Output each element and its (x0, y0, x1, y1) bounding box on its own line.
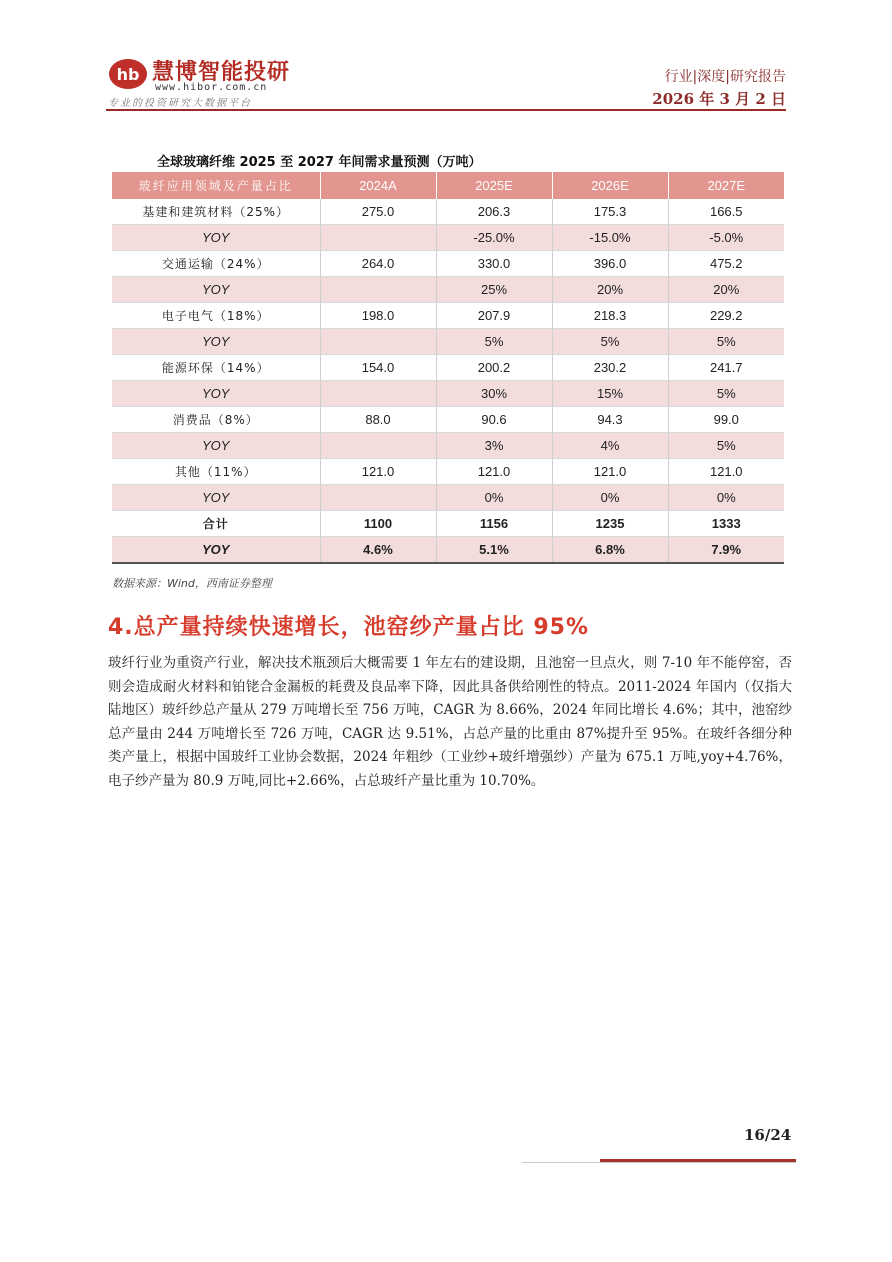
table-cell: 241.7 (668, 355, 784, 381)
table-cell: 5% (436, 329, 552, 355)
table-cell: 94.3 (552, 407, 668, 433)
row-label: 交通运输（24%） (112, 251, 320, 277)
table-cell (320, 433, 436, 459)
row-label: 基建和建筑材料（25%） (112, 199, 320, 225)
row-label: YOY (112, 537, 320, 564)
table-row (112, 225, 784, 251)
table-cell: 330.0 (436, 251, 552, 277)
table-cell: 7.9% (668, 537, 784, 564)
table-cell: 88.0 (320, 407, 436, 433)
table-cell: 3% (436, 433, 552, 459)
table-cell: 5% (668, 433, 784, 459)
table-row (112, 485, 784, 511)
column-header: 2027E (668, 172, 784, 199)
body-paragraph: 玻纤行业为重资产行业，解决技术瓶颈后大概需要 1 年左右的建设期，且池窑一旦点火，则 7-10 年不能停窑，否则会造成耐火材料和铂铑合金漏板的耗费及良品率下降，因此具备供给刚性的特点。2011-2024 年国内（仅指大陆地区）玻纤纱总产量从 279 万吨增长至 756 万吨，CAGR 为 8.66%，2024 年同比增长 4.6%；其中，池窑纱总产量由 244 万吨增长至 726 万吨，CAGR 达 9.51%，占总产量的比重由 87%提升至 95%。在玻纤各细分种类产量上，根据中国玻纤工业协会数据，2024 年粗纱（工业纱+玻纤增强纱）产量为 675.1 万吨,yoy+4.76%，电子纱产量为 80.9 万吨,同比+2.66%，占总玻纤产量比重为 10.70%。 (108, 655, 792, 789)
table-cell: 1333 (668, 511, 784, 537)
column-header: 2026E (552, 172, 668, 199)
table-row (112, 251, 784, 277)
table-row (112, 407, 784, 433)
table-cell: 5% (552, 329, 668, 355)
table-cell: 6.8% (552, 537, 668, 564)
row-label: 其他（11%） (112, 459, 320, 485)
logo-url: www.hibor.com.cn (155, 82, 268, 93)
table-cell: 20% (668, 277, 784, 303)
table-cell: 4.6% (320, 537, 436, 564)
row-label: 合计 (112, 511, 320, 537)
table-cell: 396.0 (552, 251, 668, 277)
table-cell: 0% (552, 485, 668, 511)
table-cell: 99.0 (668, 407, 784, 433)
table-cell: 1235 (552, 511, 668, 537)
table-cell: 30% (436, 381, 552, 407)
section-heading: 4.总产量持续快速增长，池窑纱产量占比 95% (108, 615, 589, 640)
table-cell (320, 225, 436, 251)
table-row (112, 199, 784, 225)
table-cell: 175.3 (552, 199, 668, 225)
table-row (112, 303, 784, 329)
table-cell: 275.0 (320, 199, 436, 225)
table-row (112, 433, 784, 459)
table-cell: 154.0 (320, 355, 436, 381)
table-cell (320, 381, 436, 407)
table-row (112, 537, 784, 564)
table-cell: 5.1% (436, 537, 552, 564)
row-label: YOY (112, 277, 320, 303)
footer-accent-bar (600, 1159, 796, 1162)
table-cell: 198.0 (320, 303, 436, 329)
svg-text:hb: hb (116, 65, 140, 84)
demand-forecast-table (112, 172, 784, 564)
table-cell: 207.9 (436, 303, 552, 329)
table-cell: 20% (552, 277, 668, 303)
table-cell: -25.0% (436, 225, 552, 251)
table-cell: 25% (436, 277, 552, 303)
row-label: 能源环保（14%） (112, 355, 320, 381)
table-cell: 121.0 (320, 459, 436, 485)
table-cell: 166.5 (668, 199, 784, 225)
table-cell: 121.0 (552, 459, 668, 485)
table-cell (320, 329, 436, 355)
row-label: 消费品（8%） (112, 407, 320, 433)
logo-icon (108, 58, 148, 90)
row-label: YOY (112, 329, 320, 355)
table-cell: 230.2 (552, 355, 668, 381)
row-label: YOY (112, 433, 320, 459)
table-row (112, 459, 784, 485)
table-row (112, 355, 784, 381)
row-label: YOY (112, 381, 320, 407)
table-cell: 475.2 (668, 251, 784, 277)
table-row (112, 277, 784, 303)
column-header: 2025E (436, 172, 552, 199)
table-cell: 121.0 (436, 459, 552, 485)
report-type: 行业|深度|研究报告 (664, 69, 786, 85)
table-cell: 218.3 (552, 303, 668, 329)
table-cell: 121.0 (668, 459, 784, 485)
table-cell: 206.3 (436, 199, 552, 225)
table-cell: 5% (668, 329, 784, 355)
table-cell: 0% (668, 485, 784, 511)
table-cell: 90.6 (436, 407, 552, 433)
table-cell: 200.2 (436, 355, 552, 381)
table-cell: -5.0% (668, 225, 784, 251)
logo-name: 慧博智能投研 (152, 60, 291, 85)
table-cell: 1156 (436, 511, 552, 537)
column-header: 玻纤应用领域及产量占比 (112, 172, 320, 199)
table-row (112, 381, 784, 407)
logo-tagline: 专业的投资研究大数据平台 (108, 98, 252, 109)
table-cell: 5% (668, 381, 784, 407)
table-cell: 264.0 (320, 251, 436, 277)
row-label: 电子电气（18%） (112, 303, 320, 329)
table-title: 全球玻璃纤维 2025 至 2027 年间需求量预测（万吨） (157, 155, 482, 170)
table-cell: -15.0% (552, 225, 668, 251)
column-header: 2024A (320, 172, 436, 199)
table-cell (320, 277, 436, 303)
page-number: 16/24 (744, 1126, 792, 1144)
table-cell: 229.2 (668, 303, 784, 329)
table-cell (320, 485, 436, 511)
table-cell: 15% (552, 381, 668, 407)
table-source-note: 数据来源：Wind，西南证券整理 (112, 577, 272, 590)
header-divider (106, 109, 786, 111)
table-row (112, 329, 784, 355)
row-label: YOY (112, 225, 320, 251)
table-row (112, 511, 784, 537)
footer-divider (522, 1162, 796, 1163)
table-cell: 1100 (320, 511, 436, 537)
table-cell: 4% (552, 433, 668, 459)
table-cell: 0% (436, 485, 552, 511)
row-label: YOY (112, 485, 320, 511)
report-date: 2026 年 3 月 2 日 (652, 90, 786, 108)
table-header-row (112, 172, 784, 199)
